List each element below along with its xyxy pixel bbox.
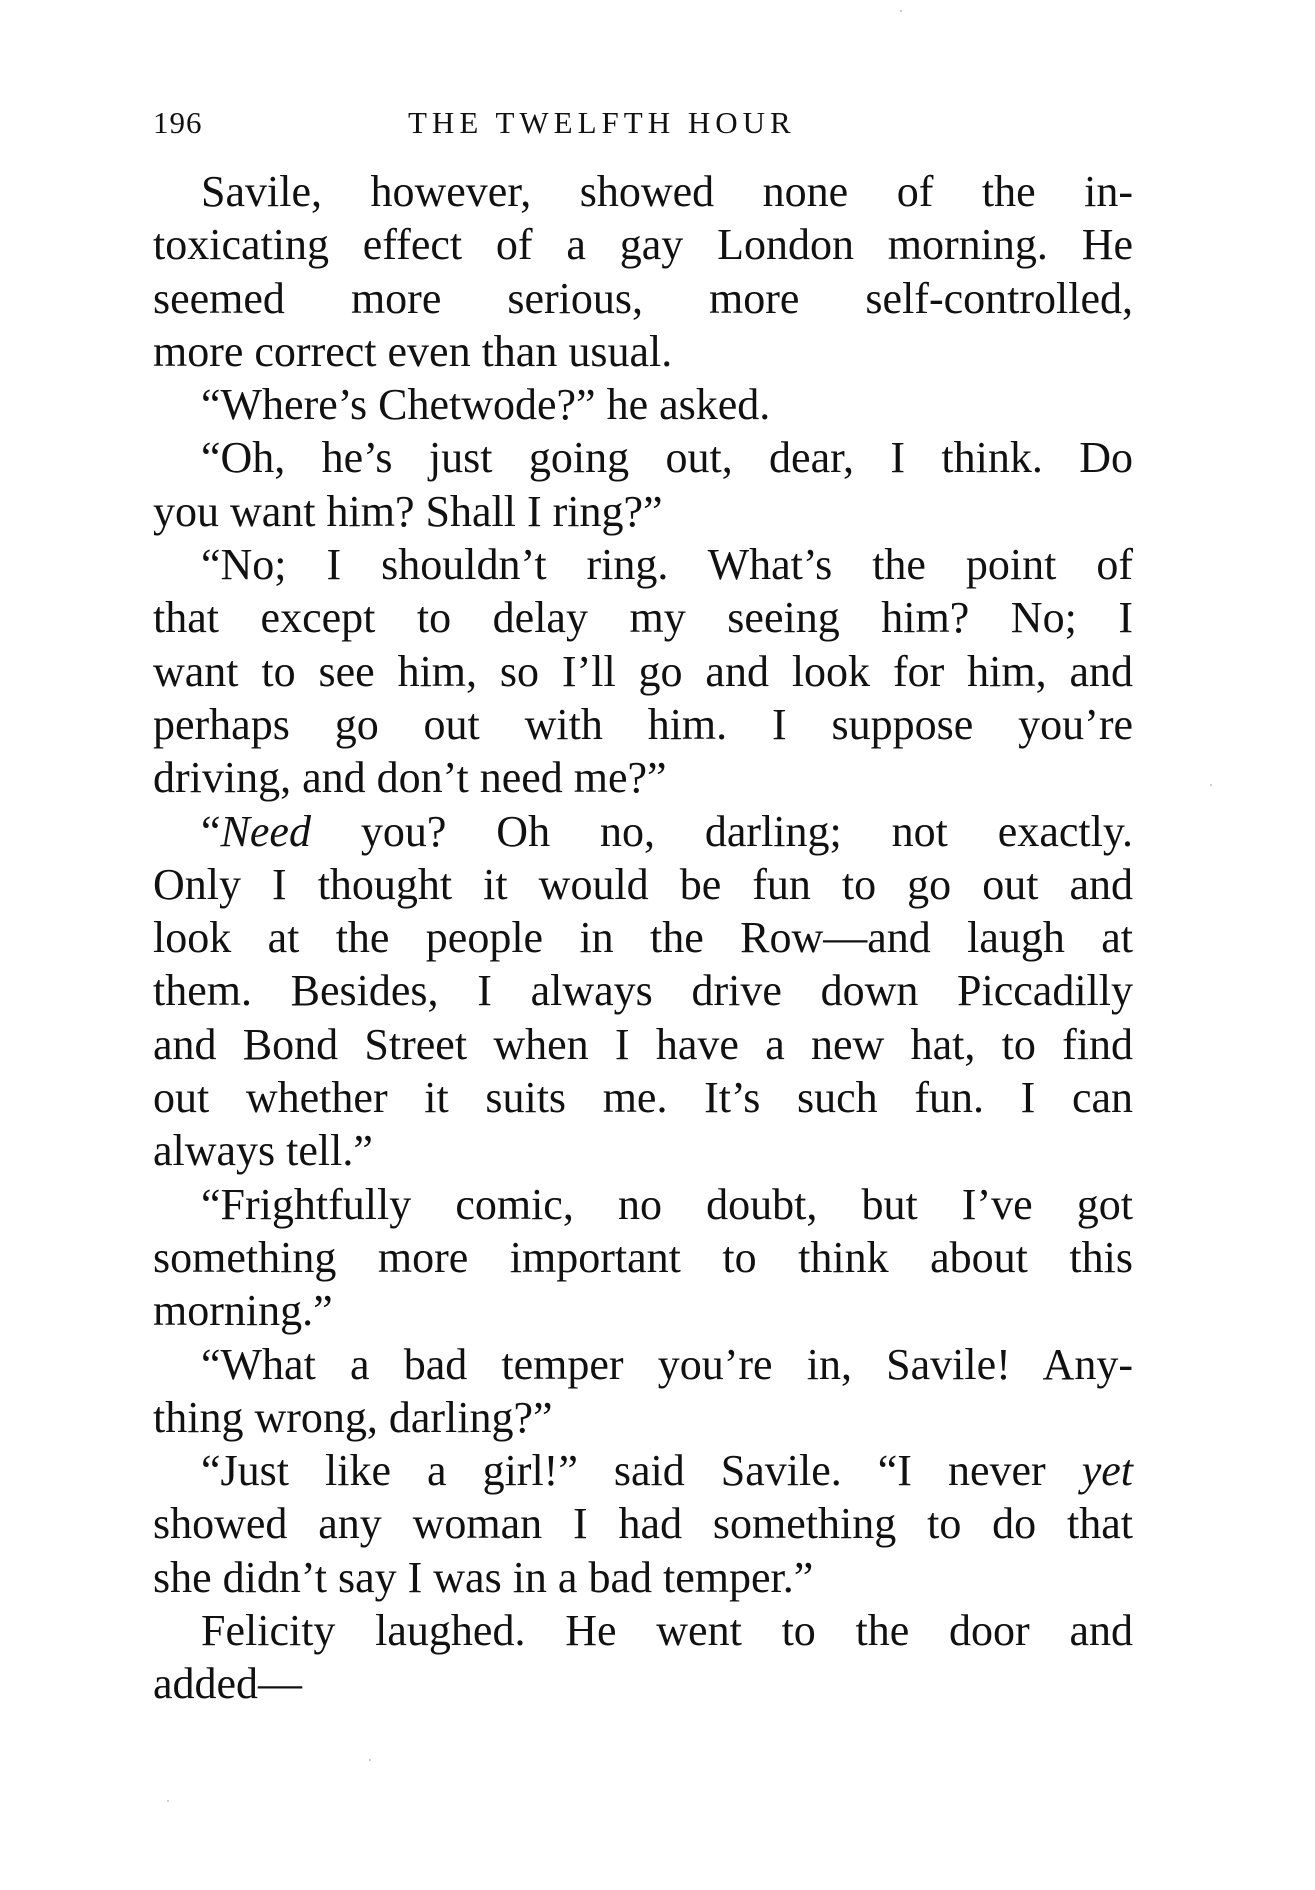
text-line: out whether it suits me. It’s such fun. I can	[153, 1073, 1133, 1123]
text-line: want to see him, so I’ll go and look for him, and	[153, 646, 1133, 696]
text-line: driving, and don’t need me?”	[153, 753, 667, 803]
running-head: THE TWELFTH HOUR	[408, 105, 796, 140]
text-line: Only I thought it would be fun to go out and	[153, 859, 1133, 909]
text-line: “Just like a girl!” said Savile. “I never yet	[201, 1446, 1133, 1496]
speck	[900, 10, 902, 12]
text-line: morning.”	[153, 1286, 333, 1336]
text-line: them. Besides, I always drive down Piccadilly	[153, 966, 1133, 1016]
speck	[369, 1759, 371, 1761]
text-line: showed any woman I had something to do that	[153, 1499, 1133, 1549]
text-line: she didn’t say I was in a bad temper.”	[153, 1552, 814, 1602]
text-line: “Need you? Oh no, darling; not exactly.	[201, 806, 1133, 856]
speck	[1210, 784, 1212, 786]
text-line: “Oh, he’s just going out, dear, I think. Do	[201, 433, 1133, 483]
text-line: “What a bad temper you’re in, Savile! Any-	[201, 1339, 1133, 1389]
italic-word: Need	[220, 806, 311, 856]
italic-word: yet	[1081, 1446, 1133, 1496]
text-line: look at the people in the Row—and laugh at	[153, 913, 1133, 963]
page-header	[153, 105, 1133, 145]
text-line: always tell.”	[153, 1126, 373, 1176]
speck	[167, 1800, 169, 1802]
text-line: “No; I shouldn’t ring. What’s the point of	[201, 540, 1133, 590]
text-line: “Where’s Chetwode?” he asked.	[201, 380, 771, 430]
text-line: and Bond Street when I have a new hat, to find	[153, 1019, 1133, 1069]
text-line: seemed more serious, more self-controlled,	[153, 273, 1133, 323]
body-text	[153, 165, 1133, 1711]
text-line: Felicity laughed. He went to the door and	[201, 1606, 1133, 1656]
text-line: that except to delay my seeing him? No; I	[153, 593, 1133, 643]
text-line: toxicating effect of a gay London morning. He	[153, 220, 1133, 270]
text-line: Savile, however, showed none of the in-	[201, 167, 1133, 216]
text-line: perhaps go out with him. I suppose you’re	[153, 699, 1133, 749]
text-line: “Frightfully comic, no doubt, but I’ve got	[201, 1179, 1133, 1229]
text-line: something more important to think about this	[153, 1232, 1133, 1282]
text-line: thing wrong, darling?”	[153, 1392, 553, 1442]
text-line: more correct even than usual.	[153, 326, 673, 376]
text-line: you want him? Shall I ring?”	[153, 486, 663, 536]
page-number: 196	[153, 105, 203, 140]
text-line: added—	[153, 1659, 303, 1709]
